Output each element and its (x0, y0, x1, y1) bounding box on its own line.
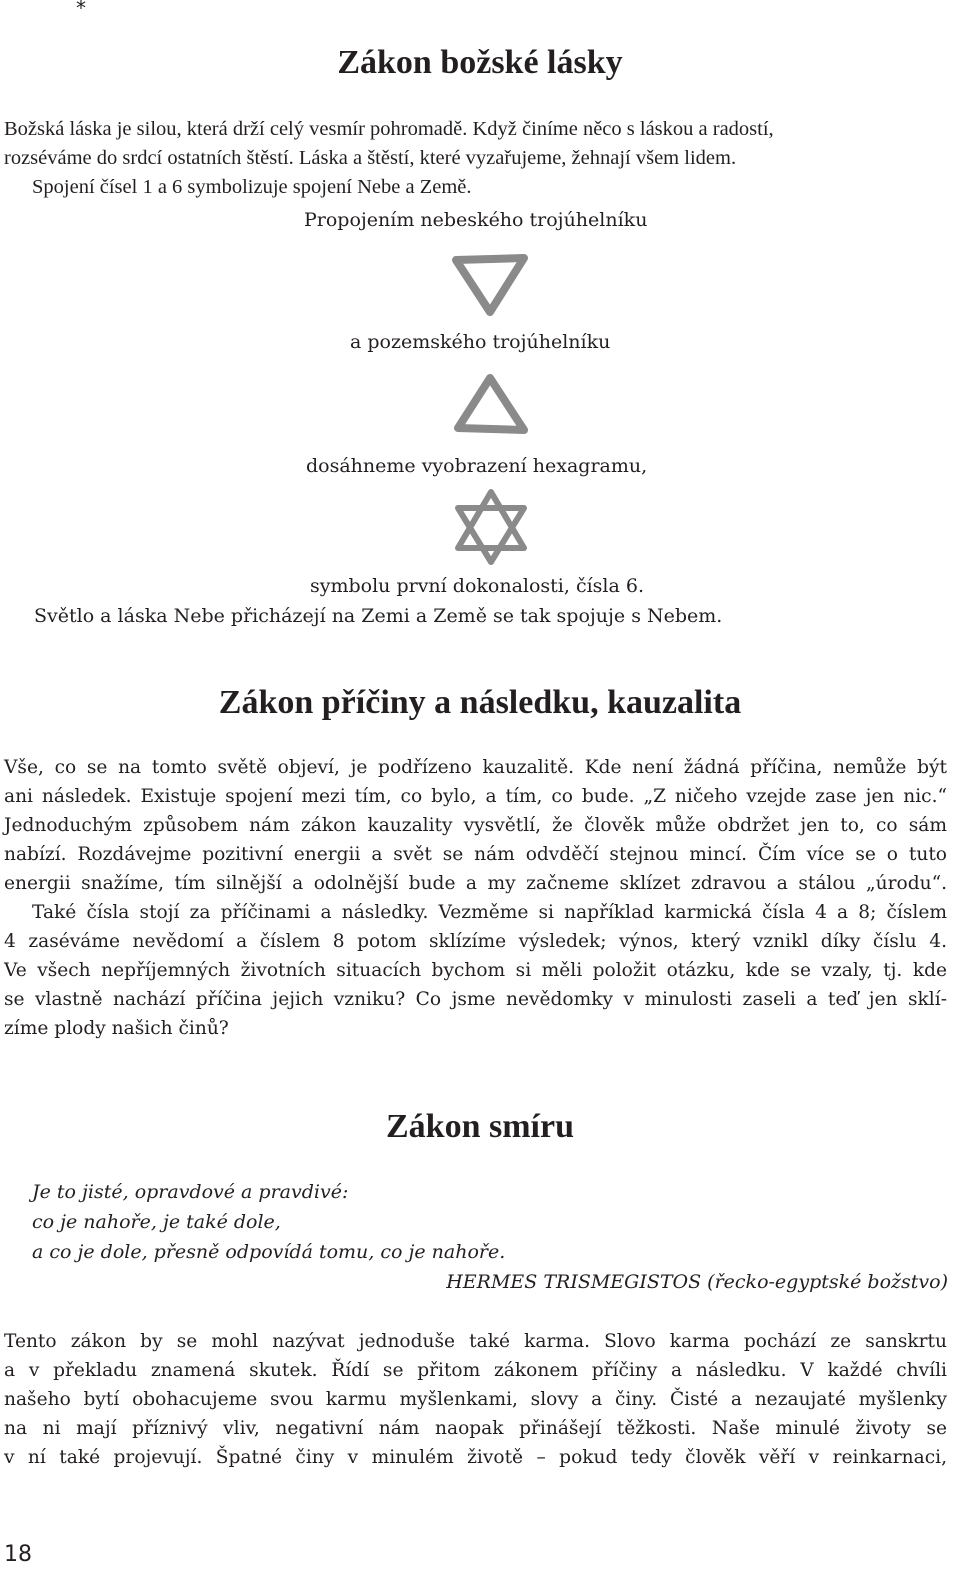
page-marker: * (76, 0, 86, 20)
page-number: 18 (4, 1542, 32, 1567)
quote-author: HERMES TRISMEGISTOS (řecko-egyptské božstvo) (446, 1271, 948, 1293)
closing-line: Světlo a láska Nebe přicházejí na Zemi a Země se tak spojuje s Nebem. (34, 605, 723, 627)
intro-line-3: Spojení čísel 1 a 6 symbolizuje spojení Nebe a Země. (32, 176, 472, 198)
causality-line-4: nabízí. Rozdávejme pozitivní energii a svět se nám odvděčí stejnou mincí. Čím více se o tuto (4, 844, 947, 865)
caption-symbol: symbolu první dokonalosti, čísla 6. (310, 575, 645, 597)
karma-line-3: našeho bytí obohacujeme svou karmu myšlenkami, slovy a činy. Čisté a nezaujaté myšlenky (4, 1389, 947, 1410)
causality-line-7: 4 zaséváme nevědomí a číslem 8 potom sklízíme výsledek; výnos, který vznikl díky číslu 4. (4, 931, 947, 952)
karma-line-1: Tento zákon by se mohl nazývat jednoduše také karma. Slovo karma pochází ze sanskrtu (4, 1331, 947, 1352)
section-title-causality: Zákon příčiny a následku, kauzalita (218, 684, 742, 721)
causality-line-8: Ve všech nepříjemných životních situacích bychom si měli položit otázku, kde se vzaly, tj. kde (4, 960, 947, 981)
causality-line-6: Také čísla stojí za příčinami a následky. Vezměme si například karmická čísla 4 a 8; číslem (32, 902, 947, 923)
causality-line-5: energii snažíme, tím silnější a odolnější bude a my začneme sklízet zdravou a stálou „úrodu“. (4, 873, 947, 894)
section-title-reconciliation: Zákon smíru (386, 1108, 574, 1145)
caption-heavenly-triangle: Propojením nebeského trojúhelníku (304, 209, 648, 231)
karma-line-5: v ní také projevují. Špatné činy v minulém životě – pokud tedy člověk věří v reinkarnaci, (4, 1447, 947, 1468)
causality-line-10: zíme plody našich činů? (4, 1018, 229, 1039)
intro-line-2: rozséváme do srdcí ostatních štěstí. Láska a štěstí, které vyzařujeme, žehnají všem lidem. (4, 147, 737, 169)
downward-triangle-icon (450, 252, 530, 318)
caption-earthly-triangle: a pozemského trojúhelníku (350, 331, 611, 353)
upward-triangle-icon (452, 372, 530, 438)
quote-line-3: a co je dole, přesně odpovídá tomu, co je nahoře. (32, 1241, 506, 1263)
section-title-divine-love: Zákon božské lásky (337, 44, 623, 81)
hexagram-icon (452, 486, 530, 566)
causality-line-1: Vše, co se na tomto světě objeví, je podřízeno kauzalitě. Kde není žádná příčina, nemůže být (4, 757, 947, 778)
intro-line-1: Božská láska je silou, která drží celý vesmír pohromadě. Když činíme něco s láskou a radostí, (4, 118, 774, 140)
karma-line-4: na ni mají příznivý vliv, negativní nám naopak přinášejí těžkosti. Naše minulé životy se (4, 1418, 947, 1439)
causality-line-9: se vlastně nachází příčina jejich vzniku? Co jsme nevědomky v minulosti zaseli a teď jen sklí- (4, 989, 947, 1010)
karma-line-2: a v překladu znamená skutek. Řídí se přitom zákonem příčiny a následku. V každé chvíli (4, 1360, 947, 1381)
quote-line-2: co je nahoře, je také dole, (32, 1211, 281, 1233)
causality-line-3: Jednoduchým způsobem nám zákon kauzality vysvětlí, že člověk může obdržet jen to, co sám (4, 815, 947, 836)
causality-line-2: ani následek. Existuje spojení mezi tím, co bylo, a tím, co bude. „Z ničeho vzejde zase jen nic.“ (4, 786, 947, 807)
quote-line-1: Je to jisté, opravdové a pravdivé: (32, 1181, 349, 1203)
caption-hexagram: dosáhneme vyobrazení hexagramu, (306, 455, 648, 477)
